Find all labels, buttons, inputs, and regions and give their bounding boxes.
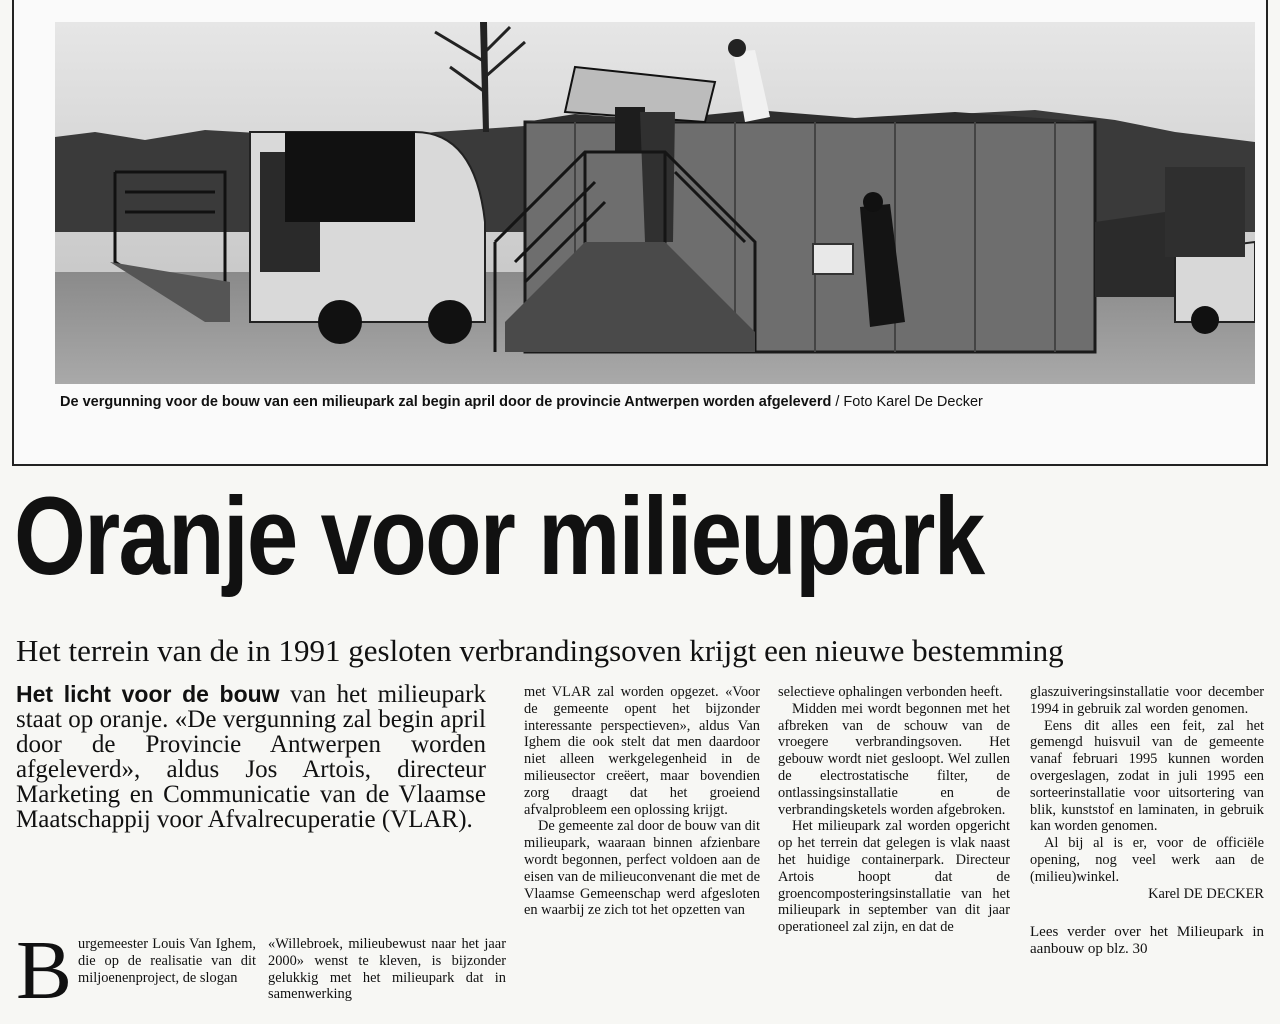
paragraph-text: urgemeester Louis Van Ighem, die op de realisatie van dit miljoenenproject, de slogan bbox=[78, 936, 256, 986]
paragraph: Al bij al is er, voor de officiële opening, nog veel werk aan de (milieu)winkel. bbox=[1030, 835, 1264, 885]
article-column-1 bbox=[16, 924, 256, 1017]
article-column-2 bbox=[268, 936, 506, 1003]
author-signature: Karel DE DECKER bbox=[1148, 885, 1264, 902]
paragraph: glaszuiveringsinstallatie voor december 1994 in gebruik zal worden genomen. bbox=[1030, 684, 1264, 717]
headline: Oranje voor milieupark bbox=[14, 475, 984, 598]
paragraph: De gemeente zal door de bouw van dit milieupark, waaraan binnen afzienbare wordt begonnen, perfect voldoen aan de eisen van de milieuconvenant die met de Vlaamse Gemeenschap werd afgesloten en waarbij ze zich tot het opzetten van bbox=[524, 818, 760, 919]
paragraph: «Willebroek, milieubewust naar het jaar 2000» wenst te kleven, is bijzonder gelukkig met het milieupark dat in samenwerking bbox=[268, 936, 506, 1003]
paragraph: selectieve ophalingen verbonden heeft. bbox=[778, 684, 1003, 700]
photo-caption-text: De vergunning voor de bouw van een milieupark zal begin april door de provincie Antwerpen worden afgeleverd bbox=[60, 394, 832, 410]
continuation-note: Lees verder over het Milieupark in aanbouw op blz. 30 bbox=[1030, 924, 1264, 958]
lead-text: van het milieupark staat op oranje. «De vergunning zal begin april door de Provincie Antwerpen worden afgeleverd», aldus Jos Artois, directeur Marketing en Communicatie van de Vlaamse Maatschappij voor Afvalrecuperatie (VLAR). bbox=[16, 681, 486, 833]
lead-paragraph bbox=[16, 682, 486, 832]
article-column-4 bbox=[778, 684, 1010, 936]
photo-credit: / Foto Karel De Decker bbox=[831, 394, 983, 410]
paragraph: Het milieupark zal worden opgericht op het terrein dat gelegen is vlak naast het huidige containerpark. Directeur Artois hoopt dat de groencomposteringsinstallatie van het milieupark in september van dit jaar operationeel zal zijn, en dat de bbox=[778, 818, 1010, 936]
news-photo bbox=[55, 22, 1255, 384]
photo-illustration bbox=[55, 22, 1255, 384]
paragraph bbox=[16, 924, 256, 1017]
article-column-3 bbox=[524, 684, 760, 919]
article-column-5 bbox=[1030, 684, 1264, 958]
drop-cap: B bbox=[16, 924, 73, 1017]
paragraph: Midden mei wordt begonnen met het afbreken van de schouw van de vroegere verbrandingsoven. Het gebouw wordt niet gesloopt. Wel zullen de electrostatische filter, de ontlassingsinstallatie en de verbrandingsketels worden afgebroken. bbox=[778, 700, 1010, 818]
paragraph: Eens dit alles een feit, zal het gemengd huisvuil van de gemeente vanaf februari 1995 kunnen worden overgeslagen, zodat in juli 1995 een sorteerinstallatie voor uitsortering van blik, kunststof en laminaten, in gebruik kan worden genomen. bbox=[1030, 717, 1264, 835]
paragraph: met VLAR zal worden opgezet. «Voor de gemeente opent het bijzonder interessante perspectieven», aldus Van Ighem die ook stelt dat men daardoor niet alleen werkgelegenheid in de milieusector creëert, maar bovendien zorg draagt dat het groeiend afvalprobleem een oplossing krijgt. bbox=[524, 684, 760, 818]
photo-caption bbox=[60, 394, 1250, 410]
lead-bold-start: Het licht voor de bouw bbox=[16, 681, 280, 707]
subheadline: Het terrein van de in 1991 gesloten verbrandingsoven krijgt een nieuwe bestemming bbox=[16, 633, 1064, 668]
